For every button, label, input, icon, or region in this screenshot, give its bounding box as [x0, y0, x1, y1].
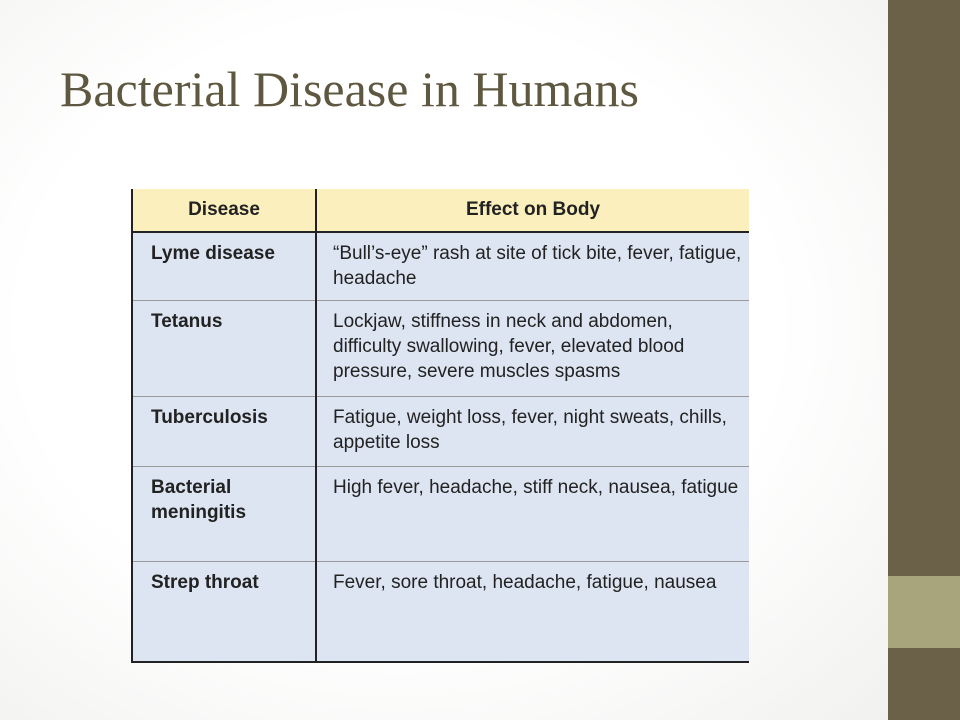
- disease-name: Bacterial meningitis: [133, 467, 316, 562]
- disease-name: Lyme disease: [133, 232, 316, 300]
- disease-effect: Fever, sore throat, headache, fatigue, nausea: [316, 562, 749, 661]
- table-row: [133, 232, 749, 300]
- disease-name: Tuberculosis: [133, 396, 316, 466]
- table-header-row: [133, 189, 749, 232]
- disease-effect: Lockjaw, stiffness in neck and abdomen, difficulty swallowing, fever, elevated blood pressure, severe muscles spasms: [316, 300, 749, 396]
- table-row: [133, 562, 749, 661]
- disease-effect: “Bull’s-eye” rash at site of tick bite, fever, fatigue, headache: [333, 243, 742, 289]
- slide-title: Bacterial Disease in Humans: [60, 61, 639, 117]
- disease-table: [133, 189, 749, 661]
- column-header-disease: Disease: [133, 189, 316, 232]
- disease-effect: Fatigue, weight loss, fever, night sweats, chills, appetite loss: [316, 396, 749, 466]
- disease-name: Tetanus: [133, 300, 316, 396]
- side-decor-accent: [888, 576, 960, 648]
- disease-table-frame: [131, 189, 749, 663]
- disease-effect: High fever, headache, stiff neck, nausea, fatigue: [316, 467, 749, 562]
- table-row: [133, 467, 749, 562]
- column-header-effect: Effect on Body: [316, 189, 749, 232]
- table-row: [133, 396, 749, 466]
- table-row: [133, 300, 749, 396]
- disease-name: Strep throat: [133, 562, 316, 661]
